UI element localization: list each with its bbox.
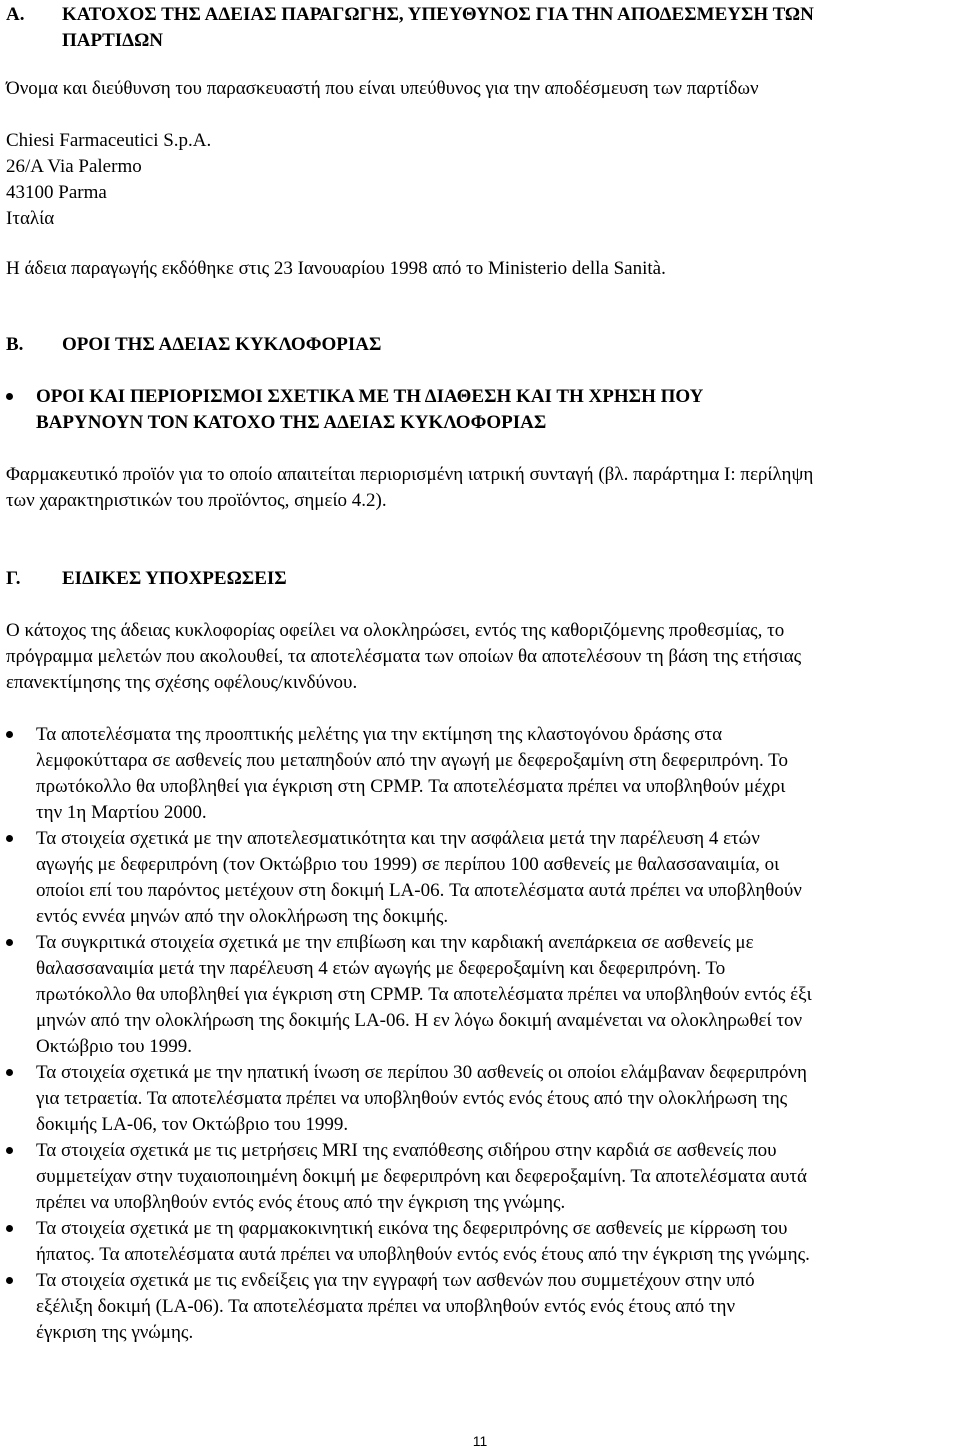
section-a-title-line2: ΠΑΡΤΙΔΩΝ <box>62 30 164 51</box>
bullet-icon <box>6 835 13 842</box>
obligation-line: Τα στοιχεία σχετικά με τη φαρμακοκινητική εικόνα της δεφεριπρόνης σε ασθενείς με κίρρωση του <box>36 1218 788 1239</box>
intro-line: Ο κάτοχος της άδειας κυκλοφορίας οφείλει να ολοκληρώσει, εντός της καθοριζόμενης προθεσμίας, το <box>6 620 785 641</box>
obligation-item <box>36 1060 948 1138</box>
obligation-line: μηνών από την ολοκλήρωση της δοκιμής LA-06. Η εν λόγω δοκιμή αναμένεται να ολοκληρωθεί τον <box>36 1010 803 1031</box>
obligation-line: λεμφοκύτταρα σε ασθενείς που μεταπηδούν από την αγωγή με δεφεροξαμίνη στη δεφεριπρόνη. Το <box>36 750 788 771</box>
obligation-line: Τα στοιχεία σχετικά με την ηπατική ίνωση σε περίπου 30 ασθενείς οι οποίοι ελάμβαναν δεφεριπρόνη <box>36 1062 807 1083</box>
license-text: Η άδεια παραγωγής εκδόθηκε στις 23 Ιανουαρίου 1998 από το Ministerio della Sanità. <box>6 258 666 279</box>
section-b-title: ΟΡΟΙ ΤΗΣ ΑΔΕΙΑΣ ΚΥΚΛΟΦΟΡΙΑΣ <box>62 334 382 355</box>
section-b-heading <box>6 332 381 358</box>
obligation-item <box>36 930 948 1060</box>
section-b-letter: Β. <box>6 334 24 355</box>
obligation-line: πρέπει να υποβληθούν εντός ενός έτους από την έγκριση της γνώμης. <box>36 1192 566 1213</box>
obligation-item <box>36 1216 948 1268</box>
section-c-title: ΕΙΔΙΚΕΣ ΥΠΟΧΡΕΩΣΕΙΣ <box>62 568 287 589</box>
section-c-heading <box>6 566 287 592</box>
section-b-bullet-line1: ΟΡΟΙ ΚΑΙ ΠΕΡΙΟΡΙΣΜΟΙ ΣΧΕΤΙΚΑ ΜΕ ΤΗ ΔΙΑΘΕΣΗ ΚΑΙ ΤΗ ΧΡΗΣΗ ΠΟΥ <box>36 386 704 407</box>
manufacturer-label: Όνομα και διεύθυνση του παρασκευαστή που είναι υπεύθυνος για την αποδέσμευση των παρτίδων <box>6 78 759 99</box>
obligation-item <box>36 1138 948 1216</box>
bullet-icon <box>6 1277 13 1284</box>
obligation-item <box>36 722 948 826</box>
intro-line: επανεκτίμησης της σχέσης οφέλους/κινδύνου. <box>6 672 358 693</box>
section-a-letter: Α. <box>6 4 25 25</box>
obligation-line: έγκριση της γνώμης. <box>36 1322 194 1343</box>
obligation-item <box>36 826 948 930</box>
obligation-line: πρωτόκολλο θα υποβληθεί για έγκριση στη CPMP. Τα αποτελέσματα πρέπει να υποβληθούν εντός έξι <box>36 984 812 1005</box>
obligation-line: Τα συγκριτικά στοιχεία σχετικά με την επιβίωση και την καρδιακή ανεπάρκεια σε ασθενείς με <box>36 932 754 953</box>
section-a-title-line1: ΚΑΤΟΧΟΣ ΤΗΣ ΑΔΕΙΑΣ ΠΑΡΑΓΩΓΗΣ, ΥΠΕΥΘΥΝΟΣ ΓΙΑ ΤΗΝ ΑΠΟΔΕΣΜΕΥΣΗ ΤΩΝ <box>62 4 814 25</box>
obligation-line: για τετραετία. Τα αποτελέσματα πρέπει να υποβληθούν εντός ενός έτους από την ολοκλήρωση της <box>36 1088 788 1109</box>
section-a-heading <box>6 2 814 54</box>
page-number: 11 <box>472 1433 488 1449</box>
address-line: Ιταλία <box>6 208 55 229</box>
bullet-icon <box>6 1069 13 1076</box>
bullet-icon <box>6 1147 13 1154</box>
obligation-line: Τα στοιχεία σχετικά με την αποτελεσματικότητα και την ασφάλεια μετά την παρέλευση 4 ετών <box>36 828 760 849</box>
section-b-para-line1: Φαρμακευτικό προϊόν για το οποίο απαιτείται περιορισμένη ιατρική συνταγή (βλ. παράρτημα Ι: περίληψη <box>6 464 814 485</box>
obligation-line: εντός εννέα μηνών από την ολοκλήρωση της δοκιμής. <box>36 906 449 927</box>
obligation-line: οποίοι επί του παρόντος μετέχουν στη δοκιμή LA-06. Τα αποτελέσματα αυτά πρέπει να υποβληθούν <box>36 880 802 901</box>
obligation-line: πρωτόκολλο θα υποβληθεί για έγκριση στη CPMP. Τα αποτελέσματα πρέπει να υποβληθούν μέχρι <box>36 776 786 797</box>
obligation-line: δοκιμής LA-06, τον Οκτώβριο του 1999. <box>36 1114 349 1135</box>
bullet-icon <box>6 939 13 946</box>
obligation-line: Τα στοιχεία σχετικά με τις μετρήσεις MRI της εναπόθεσης σιδήρου στην καρδιά σε ασθενείς που <box>36 1140 777 1161</box>
section-b-paragraph <box>6 462 954 514</box>
obligation-line: αγωγής με δεφεριπρόνη (τον Οκτώβριο του 1999) σε περίπου 100 ασθενείς με θαλασσαναιμία, οι <box>36 854 780 875</box>
obligation-line: Τα αποτελέσματα της προοπτικής μελέτης για την εκτίμηση της κλαστογόνου δράσης στα <box>36 724 723 745</box>
manufacturer-address <box>6 128 954 232</box>
obligation-line: εξέλιξη δοκιμή (LA-06). Τα αποτελέσματα πρέπει να υποβληθούν εντός ενός έτους από την <box>36 1296 736 1317</box>
obligation-line: την 1η Μαρτίου 2000. <box>36 802 207 823</box>
obligation-item <box>36 1268 948 1346</box>
obligation-line: συμμετείχαν στην τυχαιοποιημένη δοκιμή με δεφεριπρόνη και δεφεροξαμίνη. Τα αποτελέσματα αυτά <box>36 1166 807 1187</box>
section-c-intro <box>6 618 954 696</box>
bullet-icon <box>6 393 13 400</box>
obligation-line: Οκτώβριο του 1999. <box>36 1036 192 1057</box>
obligation-line: ήπατος. Τα αποτελέσματα αυτά πρέπει να υποβληθούν εντός ενός έτους από την έγκριση της γνώμης. <box>36 1244 810 1265</box>
address-line: 26/A Via Palermo <box>6 156 142 177</box>
obligation-line: Τα στοιχεία σχετικά με τις ενδείξεις για την εγγραφή των ασθενών που συμμετέχουν στην υπό <box>36 1270 755 1291</box>
address-line: 43100 Parma <box>6 182 107 203</box>
section-c-letter: Γ. <box>6 568 21 589</box>
section-b-bullet <box>36 384 948 436</box>
section-b-bullet-line2: ΒΑΡΥΝΟΥΝ ΤΟΝ ΚΑΤΟΧΟ ΤΗΣ ΑΔΕΙΑΣ ΚΥΚΛΟΦΟΡΙΑΣ <box>36 412 547 433</box>
obligation-line: θαλασσαναιμία μετά την παρέλευση 4 ετών αγωγής με δεφεροξαμίνη και δεφεριπρόνη. Το <box>36 958 726 979</box>
section-b-para-line2: των χαρακτηριστικών του προϊόντος, σημείο 4.2). <box>6 490 387 511</box>
intro-line: πρόγραμμα μελετών που ακολουθεί, τα αποτελέσματα των οποίων θα αποτελέσουν τη βάση της ετήσιας <box>6 646 802 667</box>
address-line: Chiesi Farmaceutici S.p.A. <box>6 130 212 151</box>
bullet-icon <box>6 1225 13 1232</box>
bullet-icon <box>6 731 13 738</box>
